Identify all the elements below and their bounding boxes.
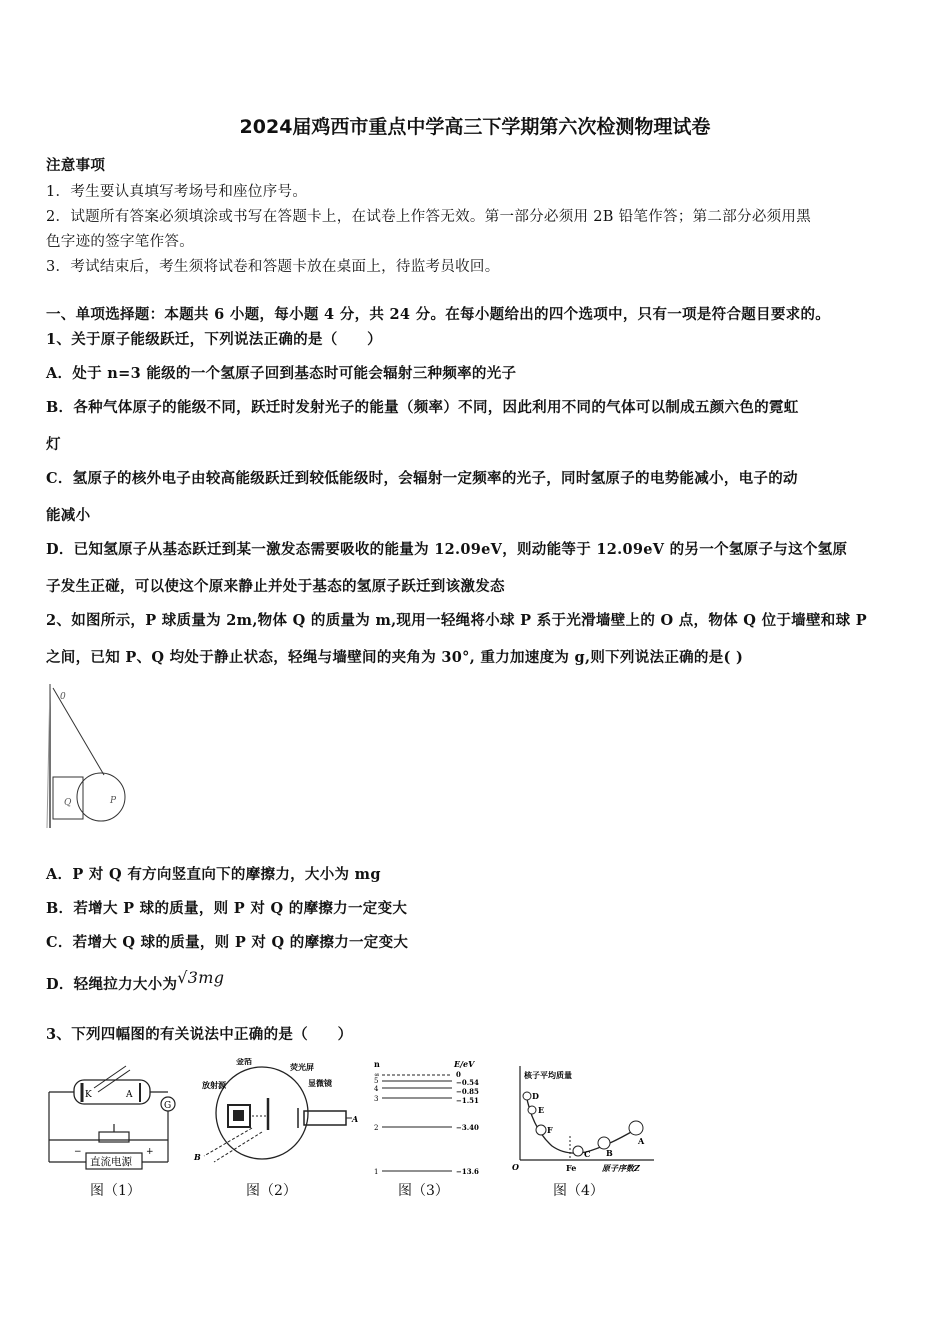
q2-stem-cont: 之间，已知 P、Q 均处于静止状态，轻绳与墙壁间的夹角为 30°, 重力加速度为 g,则下列说法正确的是( ) <box>46 649 744 666</box>
notice-item: 色字迹的签字笔作答。 <box>46 234 194 250</box>
q2-option-a: A．P 对 Q 有方向竖直向下的摩擦力，大小为 mg <box>46 866 381 883</box>
q2-figure <box>44 682 134 836</box>
label-screen: 荧光屏 <box>290 1062 314 1072</box>
x-axis-label: 原子序数Z <box>602 1163 640 1173</box>
label-gold-foil: 金箔 <box>236 1058 252 1066</box>
photoelectric-circuit <box>44 1058 184 1173</box>
label-source: 放射源 <box>202 1080 226 1090</box>
label-p: P <box>110 796 117 806</box>
q2-option-c: C．若增大 Q 球的质量，则 P 对 Q 的摩擦力一定变大 <box>46 934 409 951</box>
q2-option-d-formula: √3mg <box>177 968 225 987</box>
point-a-label: A <box>638 1136 645 1146</box>
level-n: 5 <box>374 1077 379 1085</box>
level-e: −3.40 <box>456 1123 479 1132</box>
notice-item: 2．试题所有答案必须填涂或书写在答题卡上，在试卷上作答无效。第一部分必须用 2B 铅笔作答；第二部分必须用黑 <box>46 209 812 225</box>
level-n: 2 <box>374 1124 379 1132</box>
fig4-caption: 图（4） <box>553 1183 604 1199</box>
q1-option-b: B．各种气体原子的能级不同，跃迁时发射光子的能量（频率）不同，因此利用不同的气体可以制成五颜六色的霓虹 <box>46 399 799 416</box>
point-e <box>528 1106 536 1114</box>
dc-power-label: 直流电源 <box>90 1156 132 1168</box>
notice-heading: 注意事项 <box>46 157 106 174</box>
q2-stem: 2、如图所示，P 球质量为 2m,物体 Q 的质量为 m,现用一轻绳将小球 P 系于光滑墙壁上的 O 点，物体 Q 位于墙壁和球 P <box>46 612 867 629</box>
nucleon-mass-curve <box>508 1058 658 1176</box>
fig3-caption: 图（3） <box>398 1183 449 1199</box>
q3-figure-1 <box>44 1058 184 1177</box>
q2-option-d-text: D．轻绳拉力大小为 <box>46 976 178 993</box>
q3-stem: 3、下列四幅图的有关说法中正确的是（ ） <box>46 1026 353 1043</box>
label-q: Q <box>64 798 72 808</box>
e-axis-label: E/eV <box>454 1059 475 1069</box>
notice-item: 3．考试结束后，考生须将试卷和答题卡放在桌面上，待监考员收回。 <box>46 259 500 275</box>
label-microscope: 显微镜 <box>308 1078 332 1088</box>
label-k: K <box>85 1090 92 1100</box>
q3-figure-4 <box>508 1058 658 1180</box>
ball-p <box>77 773 125 821</box>
section-heading: 一、单项选择题：本题共 6 小题，每小题 4 分，共 24 分。在每小题给出的四个选项中，只有一项是符合题目要求的。 <box>46 306 831 323</box>
microscope <box>304 1111 346 1125</box>
q3-figure-3 <box>370 1055 490 1184</box>
label-b: B <box>194 1152 201 1162</box>
fe-label: Fe <box>566 1163 577 1173</box>
q2-option-d <box>46 968 225 994</box>
label-a: A <box>352 1114 359 1124</box>
point-e-label: E <box>538 1105 545 1115</box>
point-b-label: B <box>606 1148 613 1158</box>
microscope-b-position <box>204 1128 252 1156</box>
y-axis-label: 核子平均质量 <box>524 1070 572 1080</box>
q1-option-b-cont: 灯 <box>46 436 61 453</box>
q1-option-c: C．氢原子的核外电子由较高能级跃迁到较低能级时，会辐射一定频率的光子，同时氢原子的电势能减小，电子的动 <box>46 470 798 487</box>
fig2-caption: 图（2） <box>246 1183 297 1199</box>
level-n: ∞ <box>374 1071 380 1079</box>
q1-stem: 1、关于原子能级跃迁，下列说法正确的是（ ） <box>46 331 382 348</box>
level-e: −0.54 <box>456 1078 479 1087</box>
q1-option-d-cont: 子发生正碰，可以使这个原来静止并处于基态的氢原子跃迁到该激发态 <box>46 578 505 595</box>
mass-curve <box>526 1094 638 1153</box>
q2-option-b: B．若增大 P 球的质量，则 P 对 Q 的摩擦力一定变大 <box>46 900 408 917</box>
point-c <box>573 1146 583 1156</box>
level-e: −1.51 <box>456 1096 479 1105</box>
level-n: 4 <box>374 1085 379 1093</box>
level-e: 0 <box>456 1070 461 1079</box>
scattering-circle <box>216 1067 308 1159</box>
origin-label: O <box>512 1162 519 1172</box>
light-ray <box>98 1070 130 1092</box>
label-a: A <box>126 1090 133 1100</box>
q1-option-a: A．处于 n=3 能级的一个氢原子回到基态时可能会辐射三种频率的光子 <box>46 365 517 382</box>
page-title: 2024届鸡西市重点中学高三下学期第六次检测物理试卷 <box>239 116 711 138</box>
point-d <box>523 1092 531 1100</box>
q1-option-d: D．已知氢原子从基态跃迁到某一激发态需要吸收的能量为 12.09eV，则动能等于 12.09eV 的另一个氢原子与这个氢原 <box>46 541 848 558</box>
q3-figure-2 <box>192 1058 362 1172</box>
label-o: 0 <box>60 692 66 702</box>
level-e: −13.6 <box>456 1167 479 1176</box>
light-ray <box>94 1066 126 1088</box>
q1-option-c-cont: 能减小 <box>46 507 91 524</box>
point-f <box>536 1125 546 1135</box>
notice-item: 1．考生要认真填写考场号和座位序号。 <box>46 184 308 200</box>
source-core <box>233 1110 244 1121</box>
label-plus: + <box>146 1147 154 1157</box>
label-minus: − <box>74 1147 82 1157</box>
energy-level-diagram <box>370 1055 490 1180</box>
point-a <box>629 1121 643 1135</box>
point-f-label: F <box>547 1125 553 1135</box>
point-d-label: D <box>532 1091 539 1101</box>
level-n: 3 <box>374 1095 379 1103</box>
fig1-caption: 图（1） <box>90 1183 141 1199</box>
level-e: −0.85 <box>456 1087 479 1096</box>
point-c-label: C <box>584 1149 591 1159</box>
n-axis-label: n <box>374 1059 380 1069</box>
level-n: 1 <box>374 1168 379 1176</box>
alpha-scattering-diagram <box>192 1058 362 1168</box>
wall-ball-diagram <box>44 682 134 832</box>
energy-levels <box>374 1070 479 1176</box>
label-g: G <box>164 1101 172 1111</box>
